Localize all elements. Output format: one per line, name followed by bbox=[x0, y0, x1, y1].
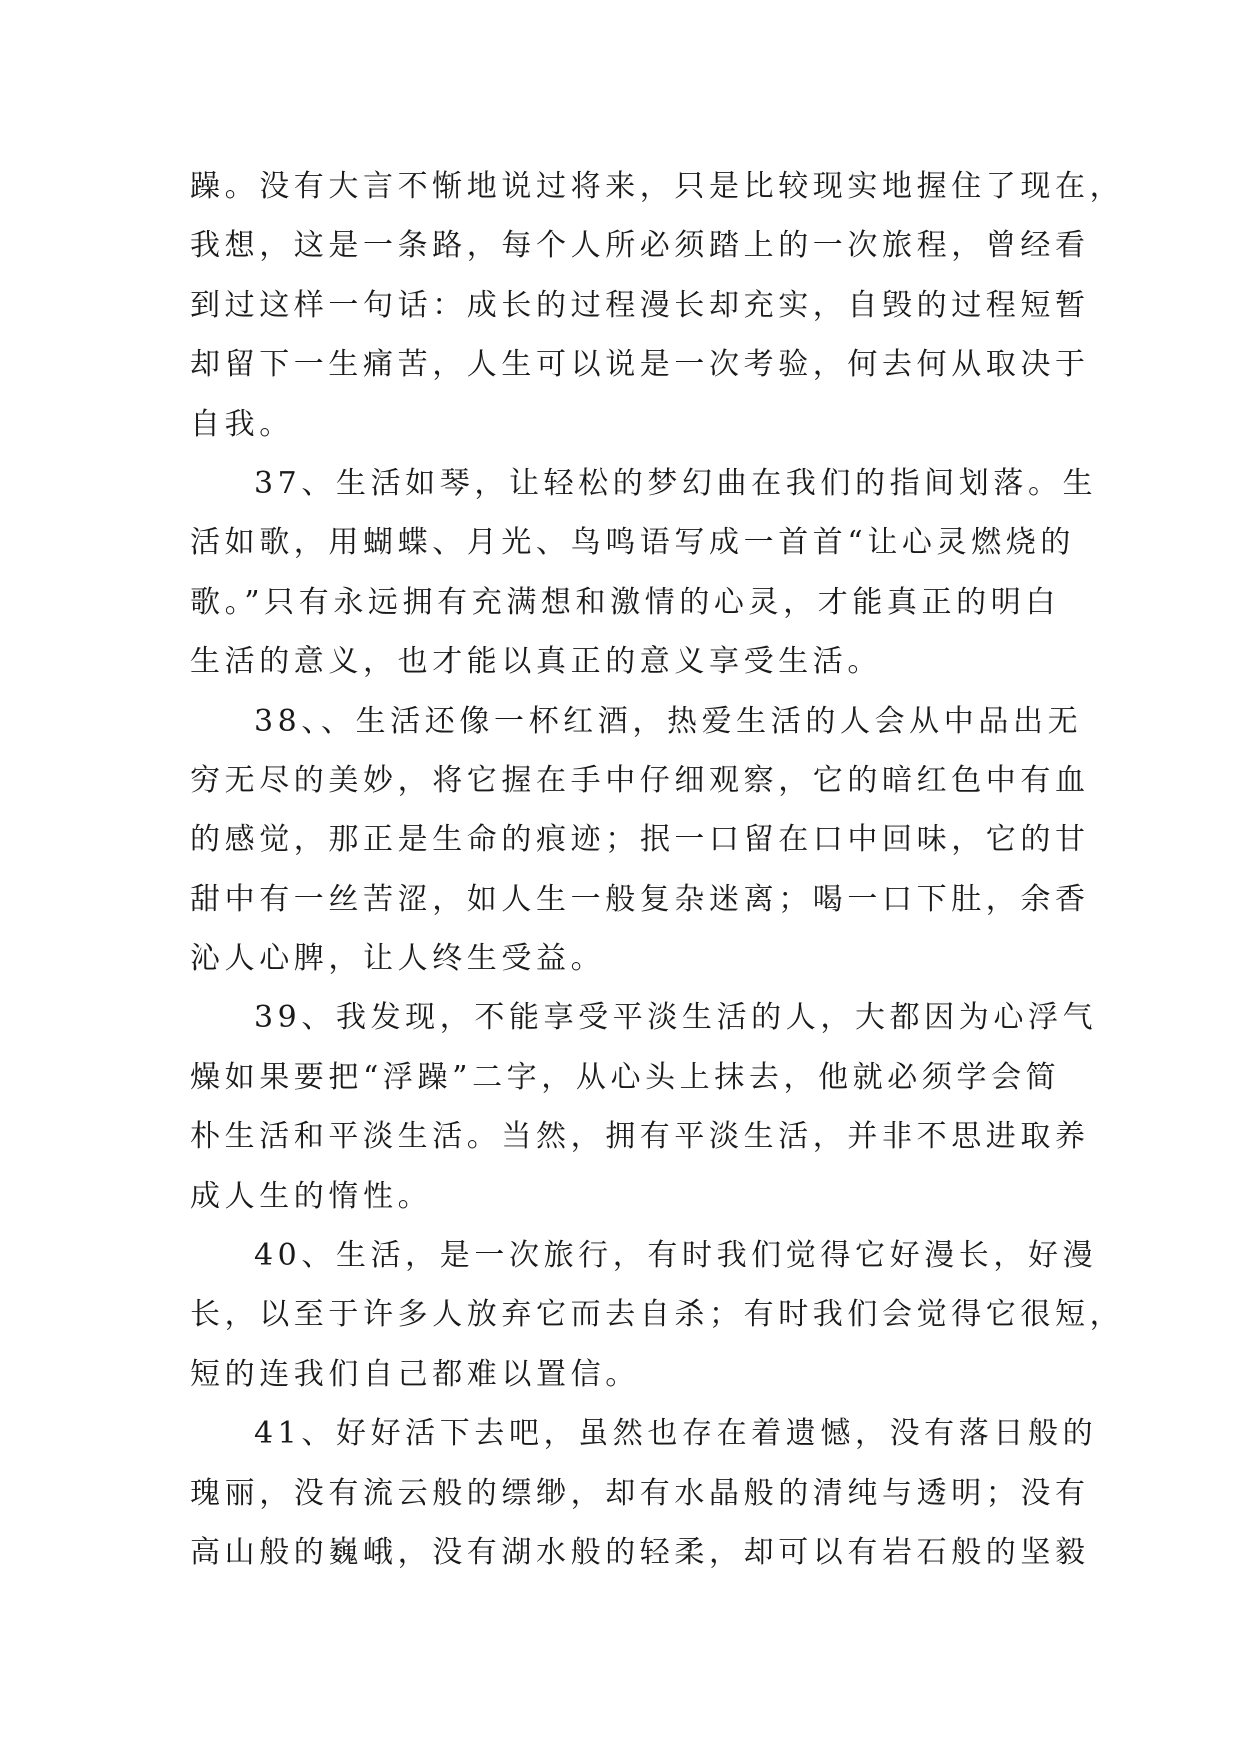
text-line: 短的连我们自己都难以置信。 bbox=[190, 1356, 640, 1392]
paragraph-38-first-line: 38、、生活还像一杯红酒，热爱生活的人会从中品出无 bbox=[254, 703, 1083, 739]
text-line: 自我。 bbox=[190, 406, 294, 442]
text-line: 穷无尽的美妙，将它握在手中仔细观察，它的暗红色中有血 bbox=[190, 762, 1090, 798]
text-line: 甜中有一丝苦涩，如人生一般复杂迷离；喝一口下肚，余香 bbox=[190, 881, 1090, 917]
text-line: 长，以至于许多人放弃它而去自杀；有时我们会觉得它很短， bbox=[190, 1297, 1125, 1333]
paragraph-37-first-line: 37、生活如琴，让轻松的梦幻曲在我们的指间划落。生 bbox=[254, 465, 1098, 501]
paragraph-41-first-line: 41、好好活下去吧，虽然也存在着遗憾，没有落日般的 bbox=[254, 1416, 1098, 1452]
paragraph-40-first-line: 40、生活，是一次旅行，有时我们觉得它好漫长，好漫 bbox=[254, 1238, 1098, 1274]
text-line: 高山般的巍峨，没有湖水般的轻柔，却可以有岩石般的坚毅 bbox=[190, 1534, 1090, 1570]
text-line: 生活的意义，也才能以真正的意义享受生活。 bbox=[190, 644, 882, 680]
text-line: 我想，这是一条路，每个人所必须踏上的一次旅程，曾经看 bbox=[190, 228, 1090, 264]
text-line: 燥如果要把“浮躁”二字，从心头上抹去，他就必须学会简 bbox=[190, 1059, 1061, 1095]
text-line: 到过这样一句话：成长的过程漫长却充实，自毁的过程短暂 bbox=[190, 287, 1090, 323]
text-line: 歌。”只有永远拥有充满想和激情的心灵，才能真正的明白 bbox=[190, 584, 1060, 620]
text-line: 瑰丽，没有流云般的缥缈，却有水晶般的清纯与透明；没有 bbox=[190, 1475, 1090, 1511]
text-line: 的感觉，那正是生命的痕迹；抿一口留在口中回味，它的甘 bbox=[190, 822, 1090, 858]
text-line: 躁。没有大言不惭地说过将来，只是比较现实地握住了现在， bbox=[190, 169, 1125, 204]
text-line: 朴生活和平淡生活。当然，拥有平淡生活，并非不思进取养 bbox=[190, 1119, 1090, 1155]
body-text bbox=[190, 157, 1125, 1582]
text-line: 沁人心脾，让人终生受益。 bbox=[190, 941, 606, 977]
text-line: 成人生的惰性。 bbox=[190, 1178, 433, 1214]
paragraph-39-first-line: 39、我发现，不能享受平淡生活的人，大都因为心浮气 bbox=[254, 1000, 1098, 1036]
text-line: 却留下一生痛苦，人生可以说是一次考验，何去何从取决于 bbox=[190, 347, 1090, 383]
text-line: 活如歌，用蝴蝶、月光、鸟鸣语写成一首首“让心灵燃烧的 bbox=[190, 525, 1075, 561]
